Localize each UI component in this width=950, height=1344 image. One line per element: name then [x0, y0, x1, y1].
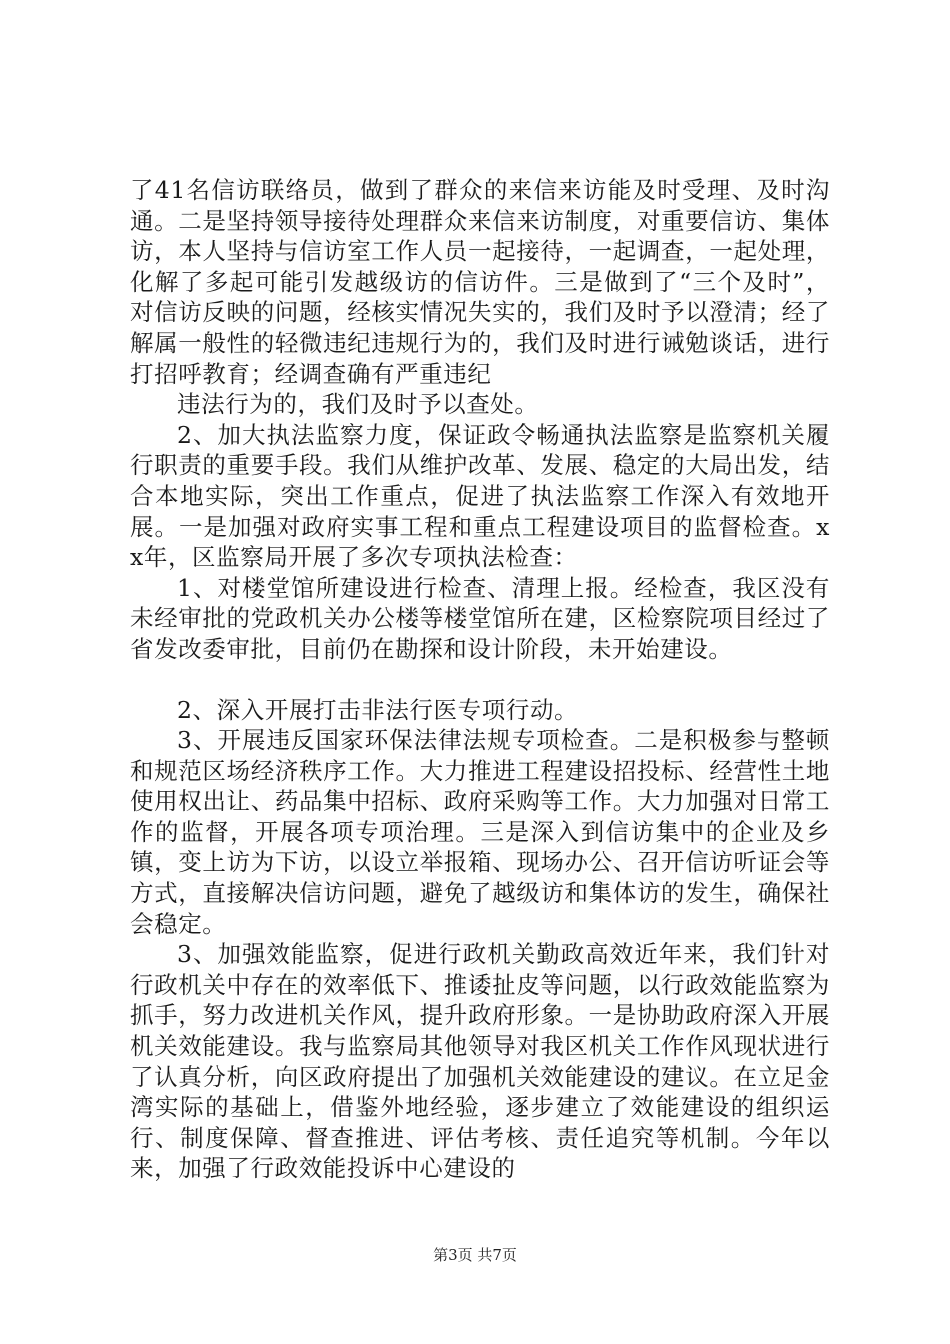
paragraph-4: 1、对楼堂馆所建设进行检查、清理上报。经检查，我区没有未经审批的党政机关办公楼等楼堂馆所在建，区检察院项目经过了省发改委审批，目前仍在勘探和设计阶段，未开始建设。	[130, 573, 830, 663]
paragraph-3: 2、加大执法监察力度，保证政令畅通执法监察是监察机关履行职责的重要手段。我们从维护改革、发展、稳定的大局出发，结合本地实际，突出工作重点，促进了执法监察工作深入有效地开展。一是加强对政府实事工程和重点工程建设项目的监督检查。xx年，区监察局开展了多次专项执法检查：	[130, 420, 830, 572]
page-number-footer: 第3页 共7页	[433, 1246, 517, 1264]
paragraph-2: 违法行为的，我们及时予以查处。	[177, 390, 539, 419]
paragraph-gap	[130, 665, 830, 695]
paragraph-1: 了41名信访联络员，做到了群众的来信来访能及时受理、及时沟通。二是坚持领导接待处理群众来信来访制度，对重要信访、集体访，本人坚持与信访室工作人员一起接待，一起调查，一起处理，化解了多起可能引发越级访的信访件。三是做到了“三个及时”，对信访反映的问题，经核实情况失实的，我们及时予以澄清；经了解属一般性的轻微违纪违规行为的，我们及时进行诫勉谈话，进行打招呼教育；经调查确有严重违纪	[130, 176, 830, 388]
paragraph-6: 3、开展违反国家环保法律法规专项检查。二是积极参与整顿和规范区场经济秩序工作。大力推进工程建设招投标、经营性土地使用权出让、药品集中招标、政府采购等工作。大力加强对日常工作的监督，开展各项专项治理。三是深入到信访集中的企业及乡镇，变上访为下访，以设立举报箱、现场办公、召开信访听证会等方式，直接解决信访问题，避免了越级访和集体访的发生，确保社会稳定。	[130, 726, 830, 938]
paragraph-7: 3、加强效能监察，促进行政机关勤政高效近年来，我们针对行政机关中存在的效率低下、推诿扯皮等问题，以行政效能监察为抓手，努力改进机关作风，提升政府形象。一是协助政府深入开展机关效能建设。我与监察局其他领导对我区机关工作作风现状进行了认真分析，向区政府提出了加强机关效能建设的建议。在立足金湾实际的基础上，借鉴外地经验，逐步建立了效能建设的组织运行、制度保障、督查推进、评估考核、责任追究等机制。今年以来，加强了行政效能投诉中心建设的	[130, 940, 830, 1183]
document-body	[130, 175, 830, 1184]
paragraph-5: 2、深入开展打击非法行医专项行动。	[177, 695, 579, 724]
